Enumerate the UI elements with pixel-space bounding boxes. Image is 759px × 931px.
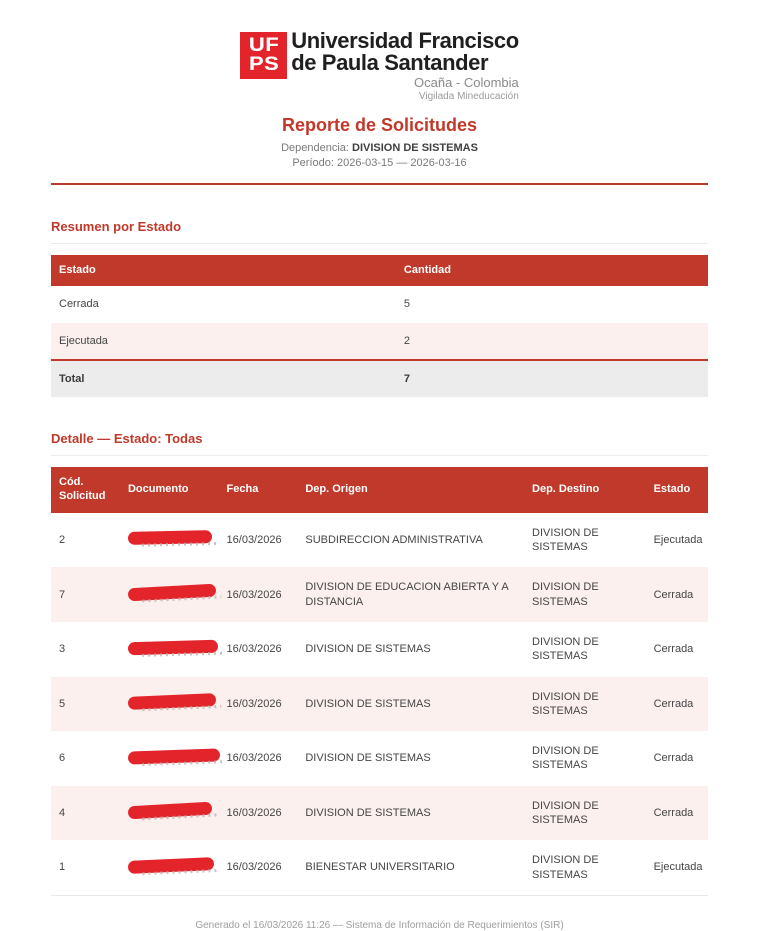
redaction-mark: [128, 531, 212, 546]
detail-header-row: [51, 467, 708, 513]
detail-col-destino: Dep. Destino: [524, 467, 646, 513]
detail-table: [51, 467, 708, 896]
cell-documento: [120, 840, 219, 895]
cell-cod: 4: [51, 786, 120, 841]
redaction-mark: [128, 693, 216, 710]
total-value: 7: [396, 360, 708, 397]
detail-row: [51, 731, 708, 786]
logo-letters-top: UF: [248, 34, 279, 56]
report-title: Reporte de Solicitudes: [281, 114, 478, 135]
cell-destino: DIVISION DE SISTEMAS: [532, 854, 599, 881]
detail-section: [51, 431, 708, 896]
cell-cod: 3: [59, 643, 66, 656]
cell-documento: [120, 677, 219, 732]
detail-col-documento: Documento: [120, 467, 219, 513]
cell-fecha: 16/03/2026: [226, 861, 282, 874]
cell-origen: DIVISION DE SISTEMAS: [305, 643, 431, 656]
cell-fecha: 16/03/2026: [226, 752, 282, 765]
summary-total-row: [51, 360, 708, 397]
detail-row: [51, 786, 708, 841]
university-location: Ocaña - Colombia: [414, 75, 519, 90]
cell-estado: Ejecutada: [653, 533, 703, 546]
report-title-block: [51, 115, 708, 169]
detail-col-fecha: Fecha: [219, 467, 298, 513]
cell-documento: [120, 786, 219, 841]
cell-fecha: 16/03/2026: [219, 567, 298, 622]
cell-fecha: 16/03/2026: [226, 533, 282, 546]
cell-destino: DIVISION DE SISTEMAS: [524, 786, 646, 841]
dependencia-value: DIVISION DE SISTEMAS: [352, 141, 478, 154]
cell-destino: DIVISION DE SISTEMAS: [524, 567, 646, 622]
redaction-mark: [128, 748, 220, 764]
detail-col-origen: Dep. Origen: [297, 467, 524, 513]
detail-row: [51, 840, 708, 895]
cell-cod: 6: [59, 752, 66, 765]
summary-row: [51, 323, 708, 360]
detail-row: [51, 513, 708, 568]
cell-cod: 7: [51, 567, 120, 622]
cell-destino: DIVISION DE SISTEMAS: [532, 745, 599, 772]
cell-estado: Cerrada: [653, 752, 694, 765]
university-header: [51, 30, 708, 102]
header-divider: [51, 183, 708, 185]
ufps-logo-icon: [240, 32, 287, 79]
cell-destino: DIVISION DE SISTEMAS: [532, 635, 599, 663]
cell-documento: [120, 622, 219, 677]
generated-line: Generado el 16/03/2026 11:26 — Sistema de Información de Requerimientos (SIR): [195, 919, 564, 931]
cell-cod: 1: [59, 861, 66, 874]
summary-row: [51, 286, 708, 322]
detail-row: [51, 567, 708, 622]
summary-section: [51, 219, 708, 398]
cell-fecha: 16/03/2026: [226, 643, 282, 656]
cell-estado: Cerrada: [646, 786, 708, 841]
report-footer: [51, 920, 708, 931]
cell-documento: [120, 513, 219, 568]
dependencia-label: Dependencia:: [281, 141, 349, 154]
dependencia-line: [51, 142, 708, 154]
periodo-line: [51, 157, 708, 169]
cell-documento: [120, 567, 219, 622]
cell-origen: DIVISION DE SISTEMAS: [297, 677, 524, 732]
cell-origen: DIVISION DE EDUCACION ABIERTA Y A DISTANCIA: [297, 567, 524, 622]
cell-cantidad: 5: [403, 298, 411, 311]
total-label: Total: [51, 360, 396, 397]
university-wordmark: [291, 30, 519, 102]
detail-col-cod: Cód. Solicitud: [51, 467, 120, 513]
cell-estado: Ejecutada: [653, 861, 703, 874]
university-name-line2: de Paula Santander: [291, 50, 489, 75]
cell-fecha: 16/03/2026: [219, 677, 298, 732]
summary-col-estado: Estado: [51, 255, 396, 287]
detail-col-estado: Estado: [646, 467, 708, 513]
detail-row: [51, 677, 708, 732]
periodo-label: Período:: [292, 156, 334, 169]
cell-estado: Cerrada: [646, 677, 708, 732]
cell-fecha: 16/03/2026: [219, 786, 298, 841]
cell-cod: 5: [51, 677, 120, 732]
cell-estado: Cerrada: [653, 643, 694, 656]
redaction-mark: [128, 857, 215, 874]
cell-origen: DIVISION DE SISTEMAS: [305, 752, 431, 765]
cell-origen: SUBDIRECCION ADMINISTRATIVA: [305, 533, 483, 546]
detail-row: [51, 622, 708, 677]
university-vigilada: Vigilada Mineducación: [418, 90, 519, 102]
summary-table: [51, 255, 708, 398]
cell-estado: Cerrada: [646, 567, 708, 622]
cell-cantidad: 2: [396, 323, 708, 360]
cell-estado: Ejecutada: [51, 323, 396, 360]
logo-letters-bottom: PS: [248, 53, 279, 75]
cell-documento: [120, 731, 219, 786]
detail-heading: Detalle — Estado: Todas: [51, 431, 708, 456]
redaction-mark: [128, 584, 217, 602]
cell-destino: DIVISION DE SISTEMAS: [524, 677, 646, 732]
summary-heading: Resumen por Estado: [51, 219, 708, 244]
cell-estado: Cerrada: [59, 298, 99, 311]
redaction-mark: [128, 639, 218, 655]
redaction-mark: [128, 802, 213, 820]
cell-origen: BIENESTAR UNIVERSITARIO: [305, 861, 455, 874]
cell-origen: DIVISION DE SISTEMAS: [297, 786, 524, 841]
university-name-line1: Universidad Francisco: [291, 28, 519, 53]
periodo-value: 2026-03-15 — 2026-03-16: [337, 156, 467, 169]
summary-col-cantidad: Cantidad: [396, 255, 708, 287]
summary-header-row: [51, 255, 708, 287]
cell-destino: DIVISION DE SISTEMAS: [532, 526, 599, 554]
cell-cod: 2: [59, 533, 66, 546]
